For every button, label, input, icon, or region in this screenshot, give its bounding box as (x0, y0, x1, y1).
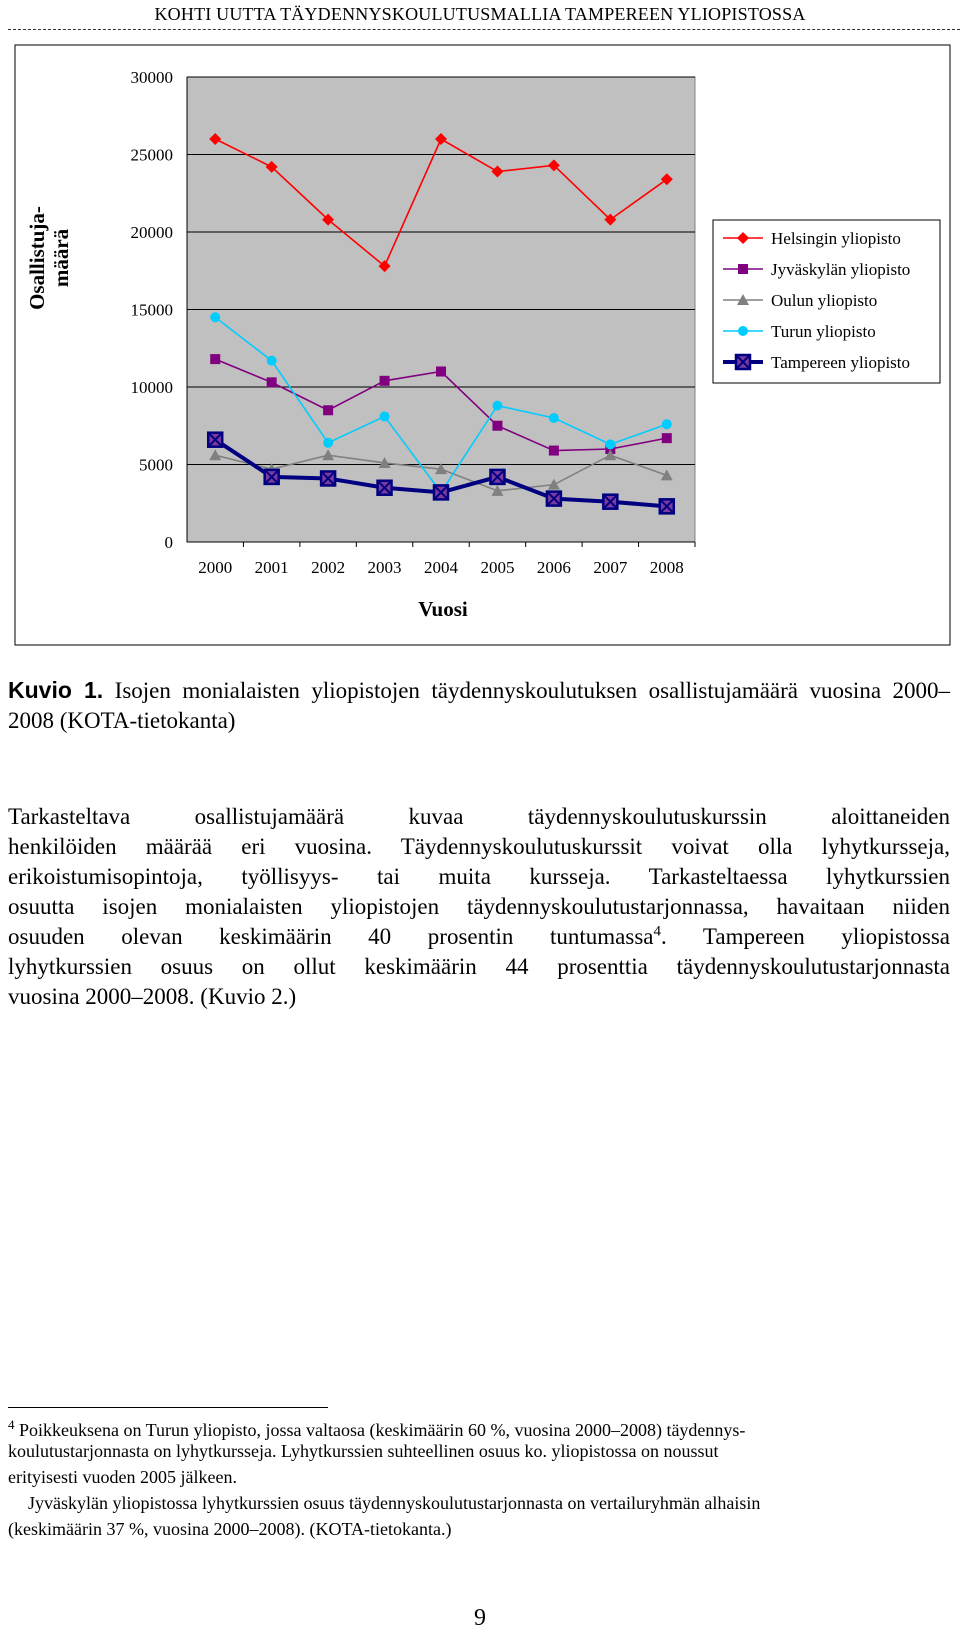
x-tick-label: 2007 (593, 558, 628, 577)
y-tick-label: 0 (164, 533, 173, 552)
data-point-jyv-skyl-n-yliopisto (267, 377, 277, 387)
x-tick-label: 2005 (480, 558, 515, 577)
participants-line-chart (0, 0, 960, 660)
data-point-turun-yliopisto (323, 438, 333, 448)
legend-label: Tampereen yliopisto (771, 353, 911, 372)
legend-label: Helsingin yliopisto (771, 229, 901, 248)
body-line-5-start: osuuden olevan keskimäärin 40 prosentin tuntumassa (8, 924, 654, 949)
body-line-5-end: . Tampereen yliopistossa (660, 924, 950, 949)
data-point-jyv-skyl-n-yliopisto (549, 446, 559, 456)
legend-label: Jyväskylän yliopisto (771, 260, 911, 279)
footnote (8, 1412, 953, 1542)
y-axis-title-line: Osallistuja- (25, 206, 49, 310)
data-point-jyv-skyl-n-yliopisto (436, 367, 446, 377)
body-line-6: lyhytkurssien osuus on ollut keskimäärin 44 prosenttia täydennyskoulutustarjonnasta (8, 954, 950, 979)
footnote-number: 4 (8, 1417, 15, 1432)
legend-marker-turun-yliopisto (738, 326, 748, 336)
x-tick-label: 2008 (649, 558, 684, 577)
footnote-line-1-text: Poikkeuksena on Turun yliopisto, jossa valtaosa (keskimäärin 60 %, vuosina 2000–2008) täydennys- (19, 1420, 746, 1440)
data-point-jyv-skyl-n-yliopisto (492, 421, 502, 431)
body-line-3: erikoistumisopintoja, työllisyys- tai muita kursseja. Tarkasteltaessa lyhytkurssien (8, 864, 950, 889)
y-tick-label: 25000 (130, 145, 173, 165)
footnote-line-3: erityisesti vuoden 2005 jälkeen. (8, 1467, 237, 1487)
y-tick-label: 5000 (139, 455, 173, 475)
x-tick-label: 2006 (536, 558, 571, 577)
body-paragraph (8, 802, 950, 1012)
body-line-1: Tarkasteltava osallistujamäärä kuvaa täydennyskoulutuskurssin aloittaneiden (8, 804, 950, 829)
body-line-7: vuosina 2000–2008. (Kuvio 2.) (8, 984, 297, 1009)
caption-text: Isojen monialaisten yliopistojen täydennyskoulutuksen osallistujamäärä vuosina 2000–2008 (KOTA-tietokanta) (8, 678, 950, 733)
footnote-line-4: Jyväskylän yliopistossa lyhytkurssien osuus täydennyskoulutustarjonnasta on vertailuryhmän alhaisin (28, 1493, 761, 1513)
legend-label: Turun yliopisto (771, 322, 876, 341)
body-line-5 (8, 922, 950, 952)
x-tick-label: 2001 (254, 558, 289, 577)
footnote-reference: 4 (653, 923, 661, 940)
y-axis-title-line: määrä (49, 228, 73, 288)
data-point-jyv-skyl-n-yliopisto (210, 354, 220, 364)
data-point-turun-yliopisto (662, 419, 672, 429)
x-tick-label: 2003 (367, 558, 402, 577)
x-tick-label: 2002 (311, 558, 346, 577)
data-point-jyv-skyl-n-yliopisto (380, 376, 390, 386)
figure-caption (8, 675, 950, 736)
running-header: KOHTI UUTTA TÄYDENNYSKOULUTUSMALLIA TAMPEREEN YLIOPISTOSSA (154, 4, 806, 24)
legend-label: Oulun yliopisto (771, 291, 878, 310)
legend-marker-jyv-skyl-n-yliopisto (738, 264, 748, 274)
footnote-line-1 (8, 1412, 953, 1438)
x-axis-title: Vuosi (418, 597, 468, 621)
data-point-jyv-skyl-n-yliopisto (662, 433, 672, 443)
body-line-4: osuutta isojen monialaisten yliopistojen täydennyskoulutustarjonnassa, havaitaan niiden (8, 894, 950, 919)
data-point-turun-yliopisto (210, 312, 220, 322)
body-line-2: henkilöiden määrää eri vuosina. Täydennyskoulutuskurssit voivat olla lyhytkursseja, (8, 834, 950, 859)
caption-label: Kuvio 1. (8, 677, 104, 703)
y-tick-label: 20000 (130, 223, 173, 242)
x-tick-label: 2004 (424, 558, 458, 577)
data-point-turun-yliopisto (605, 439, 615, 449)
data-point-turun-yliopisto (267, 356, 277, 366)
footnote-divider (8, 1407, 328, 1408)
data-point-turun-yliopisto (380, 411, 390, 421)
footnote-line-2: koulutustarjonnasta on lyhytkursseja. Lyhytkurssien suhteellinen osuus ko. yliopistossa on noussut (8, 1441, 719, 1461)
data-point-jyv-skyl-n-yliopisto (323, 405, 333, 415)
y-tick-label: 30000 (130, 68, 173, 87)
y-tick-label: 15000 (130, 300, 173, 320)
data-point-turun-yliopisto (492, 401, 502, 411)
footnote-line-5: (keskimäärin 37 %, vuosina 2000–2008). (KOTA-tietokanta.) (8, 1519, 452, 1539)
y-tick-label: 10000 (130, 378, 173, 397)
x-tick-label: 2000 (198, 558, 233, 577)
data-point-turun-yliopisto (549, 413, 559, 423)
page-number: 9 (474, 1605, 486, 1631)
